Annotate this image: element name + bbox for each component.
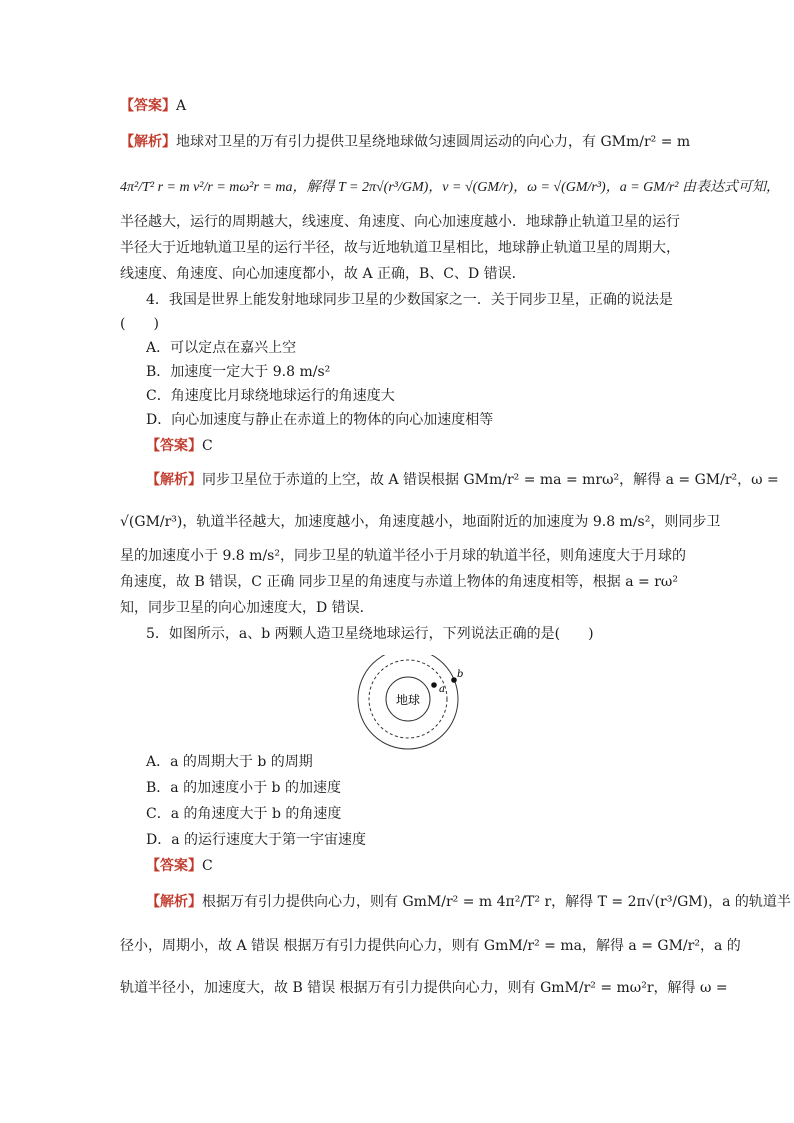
- q5-stem: 5．如图所示，a、b 两颗人造卫星绕地球运行，下列说法正确的是( ): [146, 626, 594, 642]
- satellite-b: [451, 677, 457, 683]
- q5-analysis-line-1: 【解析】根据万有引力提供向心力，则有 GmM/r² = m 4π²/T² r，解得 T = 2π√(r³/GM)，a 的轨道半: [146, 894, 791, 910]
- q3-answer-line: [120, 96, 680, 116]
- q4-answer: C: [202, 438, 213, 454]
- q4-option-d: D．向心加速度与静止在赤道上的物体的向心加速度相等: [146, 412, 494, 428]
- q5-analysis-line-2: 径小，周期小，故 A 错误 根据万有引力提供向心力，则有 GmM/r² = ma，解得 a = GM/r²，a 的: [120, 938, 741, 954]
- q5-analysis-line-3: 轨道半径小，加速度大，故 B 错误 根据万有引力提供向心力，则有 GmM/r² = mω²r，解得 ω =: [120, 980, 728, 996]
- satellite-a-label: a: [439, 684, 445, 695]
- q5-option-c: C．a 的角速度大于 b 的角速度: [146, 806, 342, 822]
- q4-option-a: A．可以定点在嘉兴上空: [146, 340, 297, 356]
- orbit-diagram: [350, 655, 470, 755]
- satellite-a: [431, 682, 437, 688]
- q3-analysis-line-1: 【解析】地球对卫星的万有引力提供卫星绕地球做匀速圆周运动的向心力，有 GMm/r² = m: [120, 134, 691, 150]
- q4-answer-line: 【答案】C: [146, 438, 213, 454]
- q4-option-b: B．加速度一定大于 9.8 m/s²: [146, 364, 331, 380]
- q4-stem-bracket: ( ): [120, 316, 159, 332]
- q5-option-d: D．a 的运行速度大于第一宇宙速度: [146, 832, 367, 848]
- earth-label: 地球: [395, 693, 421, 707]
- q4-analysis-line-2: √(GM/r³)，轨道半径越大，加速度越小，角速度越小，地面附近的加速度为 9.8 m/s²，则同步卫: [120, 514, 721, 530]
- q4-analysis-line-3: 星的加速度小于 9.8 m/s²，同步卫星的轨道半径小于月球的轨道半径，则角速度大于月球的: [120, 548, 686, 564]
- q4-option-c: C．角速度比月球绕地球运行的角速度大: [146, 388, 395, 404]
- q3-analysis-line-3: 半径越大，运行的周期越大，线速度、角速度、向心加速度越小．地球静止轨道卫星的运行: [120, 214, 680, 230]
- q5-option-a: A．a 的周期大于 b 的周期: [146, 754, 313, 770]
- q4-analysis-line-4: 角速度，故 B 错误，C 正确 同步卫星的角速度与赤道上物体的角速度相等，根据 a = rω²: [120, 574, 678, 590]
- satellite-b-label: b: [457, 669, 464, 680]
- q3-analysis-line-2: 4π²/T² r = m v²/r = mω²r = ma，解得 T = 2π√(r³/GM)，v = √(GM/r)，ω = √(GM/r³)，a = GM/r² 由表达式可知，: [120, 180, 780, 195]
- q4-stem: 4．我国是世界上能发射地球同步卫星的少数国家之一．关于同步卫星，正确的说法是: [146, 292, 673, 308]
- q4-analysis-line-5: 知，同步卫星的向心加速度大，D 错误．: [120, 600, 374, 616]
- q4-analysis-line-1: 【解析】同步卫星位于赤道的上空，故 A 错误根据 GMm/r² = ma = mrω²，解得 a = GM/r²，ω =: [146, 472, 779, 488]
- q3-answer: A: [176, 98, 187, 114]
- q5-answer-line: 【答案】C: [146, 858, 213, 874]
- q5-option-b: B．a 的加速度小于 b 的加速度: [146, 780, 341, 796]
- analysis-tag: 【解析】: [120, 134, 176, 150]
- q3-analysis-line-4: 半径大于近地轨道卫星的运行半径，故与近地轨道卫星相比，地球静止轨道卫星的周期大，: [120, 240, 680, 256]
- q3-analysis-line-5: 线速度、角速度、向心加速度都小，故 A 正确，B、C、D 错误．: [120, 266, 526, 282]
- answer-tag: 【答案】: [120, 98, 176, 114]
- q5-answer: C: [202, 858, 213, 874]
